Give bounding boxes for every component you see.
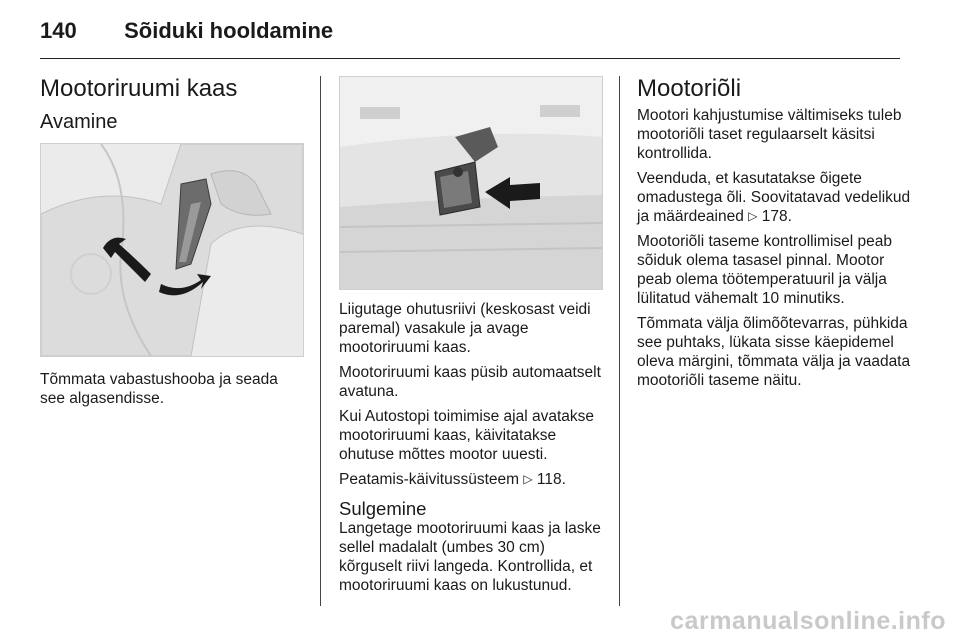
caption-text: Tõmmata vabastushooba ja seada see algasendisse. [40,371,278,407]
left-column [40,76,304,134]
opening-subheading: Avamine [40,111,118,134]
header-rule [40,58,900,59]
oil-fluids-reference[interactable] [637,169,912,226]
right-column [637,76,912,396]
middle-column-text [339,300,607,601]
closing-paragraph: Langetage mootoriruumi kaas ja laske sellel madalalt (umbes 30 cm) kõrguselt riivi langeda. Kontrollida, et mootoriruumi kaas on lukustunud. [339,520,601,594]
safety-catch-illustration [339,76,603,290]
page-number: 140 [40,18,77,43]
reference-page: 118. [536,471,566,488]
section-title: Sõiduki hooldamine [124,18,334,43]
oil-reference-text: Veenduda, et kasutatakse õigete omadustega õli. Soovitatavad vedelikud ja määrdeained [637,170,911,226]
column-divider-1 [320,76,321,606]
page-header [40,18,333,44]
oil-paragraph-3: Tõmmata välja õlimõõtevarras, pühkida see puhtaks, lükata sisse käepidemel oleva märgini, tõmmata välja ja vaadata mootoriõli taseme näitu. [637,315,911,390]
reference-label: Peatamis-käivitussüsteem [339,471,520,488]
hood-heading: Mootoriruumi kaas [40,75,238,102]
release-lever-caption [40,370,304,414]
oil-reference-page: 178. [761,208,792,226]
release-lever-illustration [40,143,304,357]
page-ref-triangle-icon: ▷ [523,472,533,486]
middle-paragraph-1: Liigutage ohutusriivi (keskosast veidi paremal) vasakule ja avage mootoriruumi kaas. [339,301,591,356]
middle-paragraph-3: Kui Autostopi toimimise ajal avatakse mootoriruumi kaas, käivitatakse ohutuse mõttes mootor uuesti. [339,408,595,463]
oil-paragraph-2: Mootoriõli taseme kontrollimisel peab sõiduk olema tasasel pinnal. Mootor peab olema töötemperatuuril ja välja lülitatud vähemalt 10 minutiks. [637,233,893,308]
column-divider-2 [619,76,620,606]
closing-subheading: Sulgemine [339,498,427,519]
engine-oil-heading: Mootoriõli [637,75,742,102]
page-ref-triangle-icon: ▷ [748,209,758,224]
oil-paragraph-1: Mootori kahjustumise vältimiseks tuleb mootoriõli taset regulaarselt käsitsi kontrollida. [637,107,902,163]
stop-start-reference[interactable] [339,470,607,489]
middle-paragraph-2: Mootoriruumi kaas püsib automaatselt avatuna. [339,364,601,400]
watermark: carmanualsonline.info [670,607,946,635]
